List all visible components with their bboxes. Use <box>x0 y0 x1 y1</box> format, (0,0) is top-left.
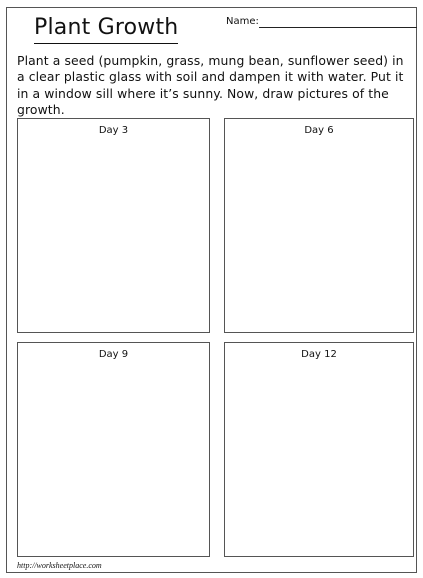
drawing-box-day-3 <box>17 118 210 333</box>
instructions-text: Plant a seed (pumpkin, grass, mung bean, sunflower seed) in a clear plastic glass with soil and dampen it with water. Put it in a window sill where it’s sunny. Now, draw pictures of the growth. <box>17 53 404 117</box>
name-line <box>259 27 417 28</box>
drawing-box-label: Day 6 <box>304 125 334 136</box>
name-field <box>226 15 417 31</box>
footer-url: http://worksheetplace.com <box>17 561 102 570</box>
drawing-box-day-12 <box>224 342 414 557</box>
name-label: Name: <box>226 16 259 27</box>
drawing-box-day-6 <box>224 118 414 333</box>
drawing-box-day-9 <box>17 342 210 557</box>
drawing-box-label: Day 3 <box>98 125 129 136</box>
drawing-box-label: Day 12 <box>301 349 337 360</box>
worksheet-title: Plant Growth <box>34 14 178 44</box>
drawing-box-label: Day 9 <box>98 349 129 360</box>
